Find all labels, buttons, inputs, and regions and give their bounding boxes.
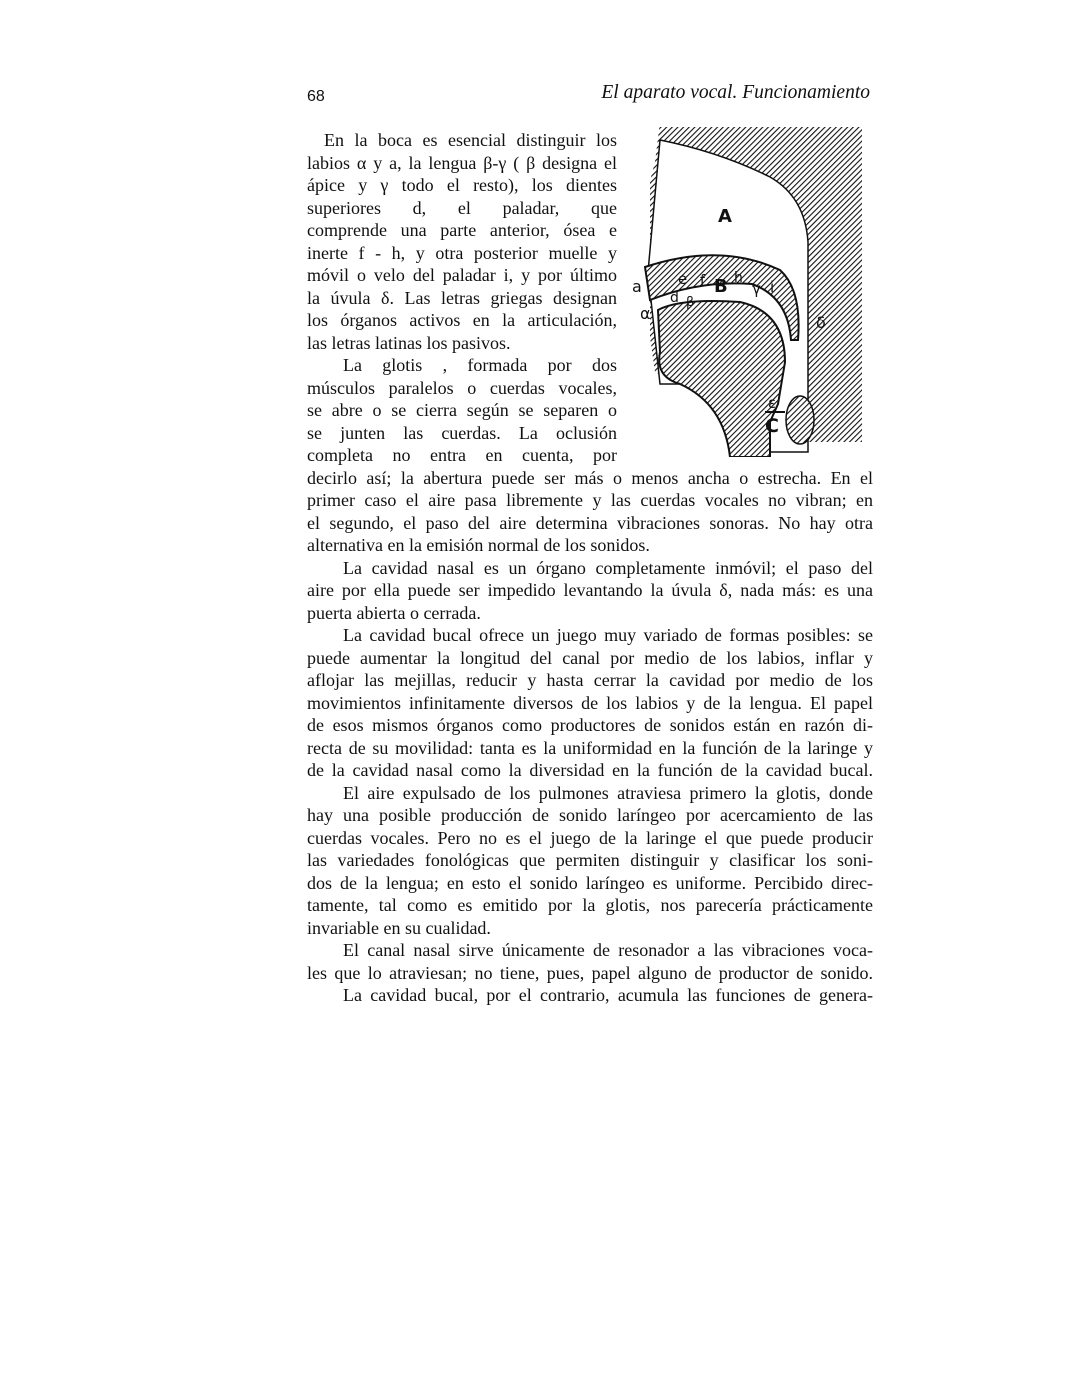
text-line: tamente, tal como es emitido por la glotis, nos parecería prácticamente bbox=[307, 895, 873, 915]
label-f: f bbox=[700, 273, 705, 289]
body-text bbox=[307, 129, 873, 1007]
text-line: las letras latinas los pasivos. bbox=[307, 332, 511, 353]
paragraph bbox=[307, 557, 873, 625]
text-line: las variedades fonológicas que permiten distinguir y clasificar los soni- bbox=[307, 850, 873, 870]
text-line: superiores d, el paladar, que bbox=[307, 197, 617, 218]
text-line: completa no entra en cuenta, por bbox=[307, 445, 617, 465]
text-line: la úvula δ. Las letras griegas designan bbox=[307, 287, 617, 308]
paragraph bbox=[307, 129, 873, 354]
label-e: e bbox=[678, 270, 688, 288]
text-line: dos de la lengua; en esto el sonido laríngeo es uniforme. Percibido direc- bbox=[307, 872, 873, 893]
label-beta: β bbox=[686, 295, 695, 310]
text-line: les que lo atraviesan; no tiene, pues, papel alguno de productor de sonido. bbox=[307, 962, 873, 983]
page-number: 68 bbox=[307, 88, 325, 105]
text-line: ápice y γ todo el resto), los dientes bbox=[307, 175, 617, 195]
text-line: La cavidad nasal es un órgano completamente inmóvil; el paso del bbox=[343, 557, 873, 578]
label-i: i bbox=[770, 278, 775, 296]
paragraph bbox=[307, 984, 873, 1007]
text-line: móvil o velo del paladar i, y por último bbox=[307, 265, 617, 285]
text-line: labios α y a, la lengua β-γ ( β designa el bbox=[307, 152, 617, 173]
running-title: El aparato vocal. Funcionamiento bbox=[601, 82, 870, 103]
label-gamma: γ bbox=[752, 280, 761, 298]
label-d: d bbox=[670, 290, 679, 306]
text-line: alternativa en la emisión normal de los sonidos. bbox=[307, 535, 650, 555]
label-B: B bbox=[714, 276, 728, 297]
text-line: decirlo así; la abertura puede ser más o menos ancha o estrecha. En el bbox=[307, 467, 873, 488]
paragraph bbox=[307, 782, 873, 940]
label-a: a bbox=[632, 277, 642, 296]
label-delta: δ bbox=[816, 313, 826, 332]
text-line: de esos mismos órganos como productores de sonidos están en razón di- bbox=[307, 715, 873, 735]
label-alpha: α bbox=[640, 304, 651, 323]
text-line: El aire expulsado de los pulmones atraviesa primero la glotis, donde bbox=[343, 782, 873, 803]
text-line: puerta abierta o cerrada. bbox=[307, 602, 481, 623]
text-line: La cavidad bucal ofrece un juego muy variado de formas posibles: se bbox=[343, 625, 873, 645]
paragraph bbox=[307, 354, 873, 557]
text-line: se abre o se cierra según se separen o bbox=[307, 400, 617, 420]
text-line: el segundo, el paso del aire determina vibraciones sonoras. No hay otra bbox=[307, 512, 873, 533]
label-epsilon: ε bbox=[768, 394, 777, 412]
text-line: primer caso el aire pasa libremente y las cuerdas vocales no vibran; en bbox=[307, 490, 873, 510]
text-line: La cavidad bucal, por el contrario, acumula las funciones de genera- bbox=[343, 985, 873, 1005]
text-line: aflojar las mejillas, reducir y hasta cerrar la cavidad por medio de los bbox=[307, 670, 873, 690]
text-line: La glotis , formada por dos bbox=[343, 355, 617, 375]
text-line: músculos paralelos o cuerdas vocales, bbox=[307, 377, 617, 398]
text-line: aire por ella puede ser impedido levantando la úvula δ, nada más: es una bbox=[307, 580, 873, 600]
text-line: El canal nasal sirve únicamente de resonador a las vibraciones voca- bbox=[343, 940, 873, 960]
text-line: recta de su movilidad: tanta es la uniformidad en la función de la laringe y bbox=[307, 737, 873, 758]
paragraph bbox=[307, 939, 873, 984]
text-line: de la cavidad nasal como la diversidad en la función de la cavidad bucal. bbox=[307, 760, 873, 780]
label-C: C bbox=[765, 415, 779, 437]
text-line: invariable en su cualidad. bbox=[307, 917, 491, 938]
text-line: comprende una parte anterior, ósea e bbox=[307, 220, 617, 240]
text-line: inerte f - h, y otra posterior muelle y bbox=[307, 242, 617, 263]
paragraph bbox=[307, 624, 873, 782]
text-line: se junten las cuerdas. La oclusión bbox=[307, 422, 617, 443]
text-line: movimientos infinitamente diversos de los labios y de la lengua. El papel bbox=[307, 692, 873, 713]
label-h: h bbox=[734, 270, 743, 286]
text-line: En la boca es esencial distinguir los bbox=[324, 130, 617, 150]
label-A: A bbox=[718, 206, 732, 227]
text-line: cuerdas vocales. Pero no es el juego de la laringe el que puede producir bbox=[307, 827, 873, 848]
text-line: hay una posible producción de sonido laríngeo por acercamiento de las bbox=[307, 805, 873, 825]
text-line: puede aumentar la longitud del canal por medio de los labios, inflar y bbox=[307, 647, 873, 668]
text-line: los órganos activos en la articulación, bbox=[307, 310, 617, 330]
